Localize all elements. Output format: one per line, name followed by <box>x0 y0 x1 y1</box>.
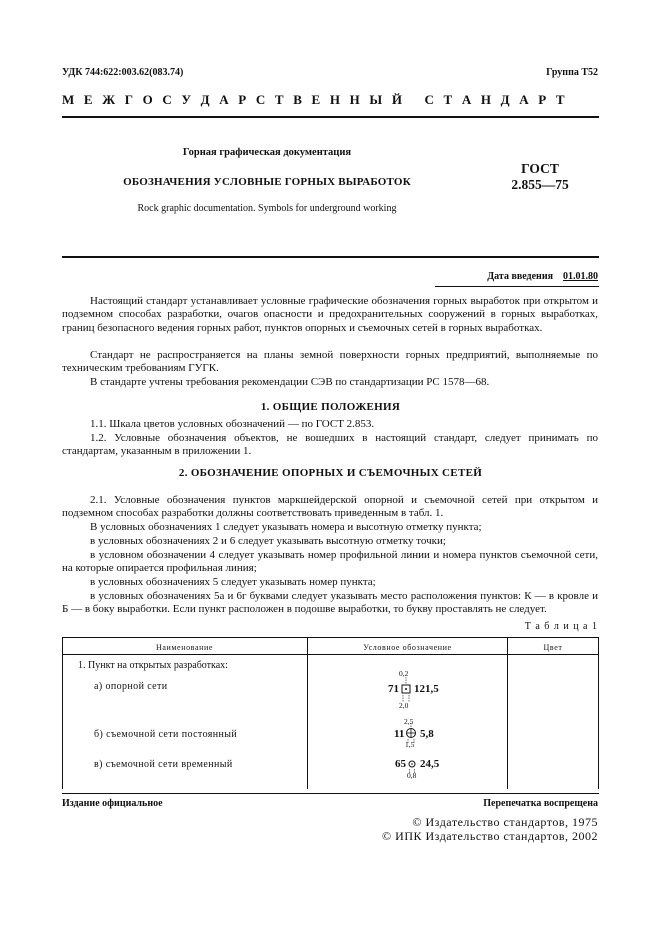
section-2-paragraph-3: в условных обозначениях 2 и 6 следует указывать высотную отметку точки; <box>90 535 446 547</box>
intro-date-label: Дата введения <box>487 271 553 282</box>
section-2-paragraph-2: В условных обозначениях 1 следует указывать номера и высотную отметку пункта; <box>90 521 482 533</box>
symbol-a-point-number: 71 <box>388 683 399 695</box>
table-row-b-label: б) съемочной сети постоянный <box>94 729 238 740</box>
reference-point-square-icon <box>399 677 413 703</box>
doc-title: ОБОЗНАЧЕНИЯ УСЛОВНЫЕ ГОРНЫХ ВЫРАБОТОК <box>123 176 411 188</box>
column-header-color: Цвет <box>543 643 563 652</box>
footer-rule <box>62 793 599 794</box>
column-header-symbol: Условное обозначение <box>363 643 452 652</box>
table-left-border <box>62 637 63 789</box>
symbol-c-point-number: 65 <box>395 758 406 770</box>
section-2-heading: 2. ОБОЗНАЧЕНИЕ ОПОРНЫХ И СЪЕМОЧНЫХ СЕТЕЙ <box>178 467 483 479</box>
table-top-rule <box>62 637 599 638</box>
reprint-prohibited-label: Перепечатка воспрещена <box>483 798 598 809</box>
group-code: Группа Т52 <box>546 67 598 78</box>
table-caption: Т а б л и ц а 1 <box>524 621 598 632</box>
intro-paragraph-1: Настоящий стандарт устанавливает условные графические обозначения горных выработок при открытом и подземном способах разработки, очагов опасности и предохранительных сооружений в горных выработках, границ безопасного ведения горных работ, пунктов опорных и съемочных сетей в горных выработках. <box>62 295 598 334</box>
gost-label: ГОСТ <box>521 161 559 176</box>
table-row-c-label: в) съемочной сети временный <box>94 759 233 770</box>
symbol-c-elevation: 24,5 <box>420 758 440 770</box>
table-header-rule <box>62 654 599 655</box>
table-row-a-label: а) опорной сети <box>94 681 168 692</box>
copyright-1975: © Издательство стандартов, 1975 <box>412 815 598 829</box>
section-1-paragraph-1: 1.1. Шкала цветов условных обозначений — по ГОСТ 2.853. <box>90 418 375 430</box>
header-rule <box>62 116 599 118</box>
intro-paragraph-2: Стандарт не распространяется на планы земной поверхности горных предприятий, выполняемые по техническим требованиям ГУГК. <box>62 349 598 375</box>
table-col-divider-2 <box>507 637 508 789</box>
symbol-b-top-dimension: 2,5 <box>404 717 414 726</box>
interstate-standard-banner: М Е Ж Г О С У Д А Р С Т В Е Н Н Ы Й С Т А Н Д А Р Т <box>62 92 568 107</box>
symbol-b-point-number: 11 <box>394 728 405 740</box>
official-edition-label: Издание официальное <box>62 798 163 809</box>
section-1-paragraph-2: 1.2. Условные обозначения объектов, не вошедших в настоящий стандарт, следует принимать по стандартам, указанным в приложении 1. <box>62 432 598 458</box>
intro-paragraph-3: В стандарте учтены требования рекомендации СЭВ по стандартизации PC 1578—68. <box>90 376 490 388</box>
section-2-paragraph-1: 2.1. Условные обозначения пунктов маркшейдерской опорной и съемочной сетей при открытом и подземном способах разработки должны соответствовать приведенным в табл. 1. <box>62 494 598 520</box>
table-right-border <box>598 637 599 789</box>
intro-date-value: 01.01.80 <box>563 271 598 282</box>
section-2-paragraph-4: в условном обозначении 4 следует указывать номер профильной линии и номера пунктов съемочной сети, на которые опирается профильная линия; <box>62 549 598 575</box>
symbol-b-bottom-dimension: 1,5 <box>405 740 415 749</box>
udk-code: УДК 744:622:003.62(083.74) <box>62 67 184 78</box>
symbols-table <box>62 637 599 789</box>
symbol-c-bottom-dimension: 0,8 <box>407 771 417 780</box>
copyright-2002: © ИПК Издательство стандартов, 2002 <box>382 829 598 843</box>
symbol-a-bottom-dimension: 2,0 <box>399 701 409 710</box>
symbol-b-elevation: 5,8 <box>420 728 434 740</box>
title-rule <box>62 256 599 258</box>
section-1-heading: 1. ОБЩИЕ ПОЛОЖЕНИЯ <box>260 401 401 413</box>
symbol-a-top-dimension: 0,2 <box>399 669 409 678</box>
doc-title-english: Rock graphic documentation. Symbols for underground working <box>137 203 397 214</box>
symbol-a-elevation: 121,5 <box>414 683 439 695</box>
table-col-divider-1 <box>307 637 308 789</box>
doc-category: Горная графическая документация <box>182 147 352 158</box>
section-2-paragraph-6: в условных обозначениях 5а и 6г буквами следует указывать место расположения пунктов: К — в кровле и Б — в боку выработки. Если пункт расположен в подошве выработки, то букву проставлять не следует. <box>62 590 598 616</box>
gost-number: 2.855—75 <box>511 177 569 192</box>
section-2-paragraph-5: в условных обозначениях 5 следует указывать номер пункта; <box>90 576 376 588</box>
intro-date <box>487 271 598 282</box>
table-row-1-title: 1. Пункт на открытых разработках: <box>78 660 228 671</box>
intro-date-rule <box>435 286 599 287</box>
column-header-name: Наименование <box>155 643 214 652</box>
